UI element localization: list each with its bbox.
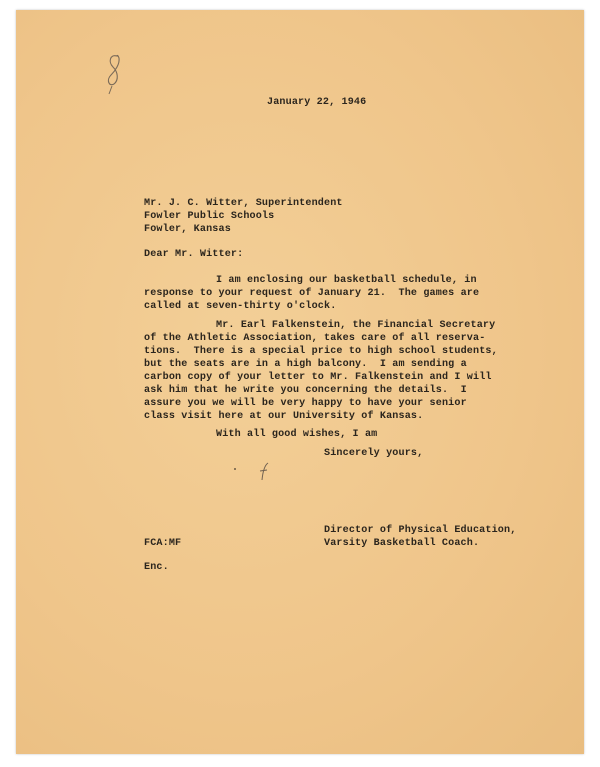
paragraph1-line: response to your request of January 21. The games are — [144, 288, 480, 299]
paragraph2-line: tions. There is a special price to high school students, — [144, 346, 498, 357]
paragraph2-line: Mr. Earl Falkenstein, the Financial Secretary — [216, 320, 496, 331]
paragraph2-line: carbon copy of your letter to Mr. Falkenstein and I will — [144, 372, 492, 383]
recipient-organization: Fowler Public Schools — [144, 211, 275, 222]
paragraph2-line: but the seats are in a high balcony. I am sending a — [144, 359, 467, 370]
signature-title-line1: Director of Physical Education, — [324, 525, 517, 536]
recipient-location: Fowler, Kansas — [144, 224, 231, 235]
enclosure-note: Enc. — [144, 562, 169, 573]
handwritten-number-mark — [100, 50, 130, 100]
letter-date: January 22, 1946 — [267, 97, 367, 108]
paragraph2-line: class visit here at our University of Kansas. — [144, 411, 424, 422]
handwritten-initial-mark — [256, 460, 274, 484]
salutation: Dear Mr. Witter: — [144, 249, 244, 260]
closing-line: With all good wishes, I am — [216, 429, 378, 440]
paragraph2-line: of the Athletic Association, takes care of all reserva- — [144, 333, 486, 344]
reference-initials: FCA:MF — [144, 538, 182, 549]
paragraph2-line: ask him that he write you concerning the details. I — [144, 385, 467, 396]
signature-title-line2: Varsity Basketball Coach. — [324, 538, 480, 549]
ink-speck — [234, 468, 236, 470]
paragraph1-line: called at seven-thirty o'clock. — [144, 301, 337, 312]
letter-page — [16, 10, 584, 754]
paragraph2-line: assure you we will be very happy to have your senior — [144, 398, 467, 409]
complimentary-close: Sincerely yours, — [324, 448, 424, 459]
recipient-name: Mr. J. C. Witter, Superintendent — [144, 198, 343, 209]
paragraph1-line: I am enclosing our basketball schedule, in — [216, 275, 477, 286]
